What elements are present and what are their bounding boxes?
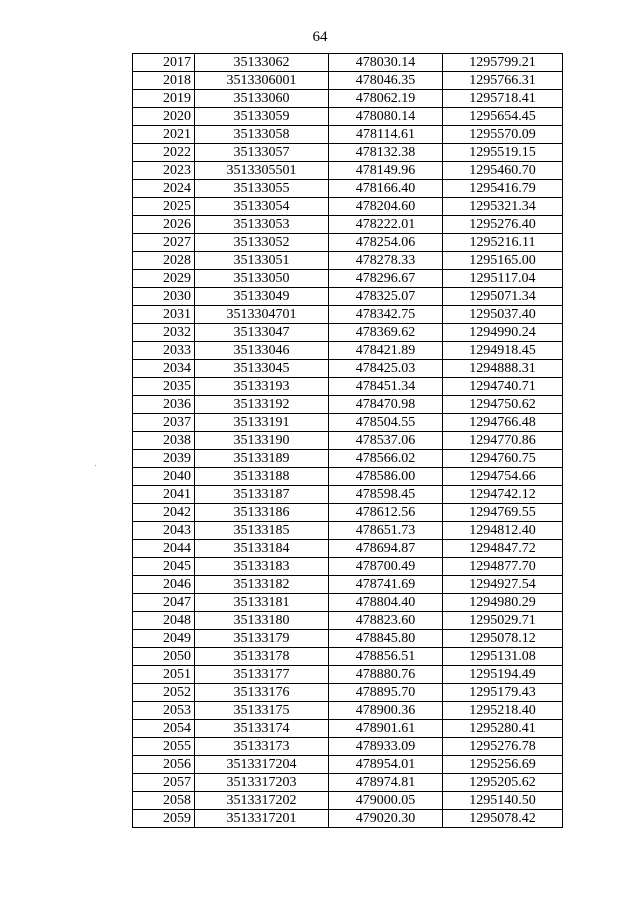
point-id-cell: 35133174: [195, 720, 329, 738]
row-number-cell: 2036: [133, 396, 195, 414]
table-row: [133, 702, 563, 720]
row-number-cell: 2044: [133, 540, 195, 558]
point-id-cell: 3513317203: [195, 774, 329, 792]
point-id-cell: 35133060: [195, 90, 329, 108]
y-coordinate-cell: 1294980.29: [443, 594, 563, 612]
row-number-cell: 2048: [133, 612, 195, 630]
x-coordinate-cell: 478586.00: [329, 468, 443, 486]
row-number-cell: 2032: [133, 324, 195, 342]
y-coordinate-cell: 1294740.71: [443, 378, 563, 396]
y-coordinate-cell: 1294918.45: [443, 342, 563, 360]
table-row: [133, 234, 563, 252]
y-coordinate-cell: 1294754.66: [443, 468, 563, 486]
y-coordinate-cell: 1295117.04: [443, 270, 563, 288]
point-id-cell: 35133053: [195, 216, 329, 234]
x-coordinate-cell: 478342.75: [329, 306, 443, 324]
y-coordinate-cell: 1295218.40: [443, 702, 563, 720]
row-number-cell: 2045: [133, 558, 195, 576]
table-row: [133, 180, 563, 198]
table-row: [133, 576, 563, 594]
table-row: [133, 162, 563, 180]
y-coordinate-cell: 1295321.34: [443, 198, 563, 216]
table-row: [133, 216, 563, 234]
x-coordinate-cell: 478114.61: [329, 126, 443, 144]
x-coordinate-cell: 478204.60: [329, 198, 443, 216]
x-coordinate-cell: 478741.69: [329, 576, 443, 594]
table-row: [133, 342, 563, 360]
row-number-cell: 2021: [133, 126, 195, 144]
point-id-cell: 35133062: [195, 54, 329, 72]
point-id-cell: 3513317204: [195, 756, 329, 774]
row-number-cell: 2035: [133, 378, 195, 396]
x-coordinate-cell: 478166.40: [329, 180, 443, 198]
point-id-cell: 35133179: [195, 630, 329, 648]
table-row: [133, 810, 563, 828]
table-row: [133, 720, 563, 738]
row-number-cell: 2052: [133, 684, 195, 702]
row-number-cell: 2022: [133, 144, 195, 162]
y-coordinate-cell: 1295179.43: [443, 684, 563, 702]
point-id-cell: 35133055: [195, 180, 329, 198]
x-coordinate-cell: 478421.89: [329, 342, 443, 360]
point-id-cell: 35133051: [195, 252, 329, 270]
y-coordinate-cell: 1295216.11: [443, 234, 563, 252]
row-number-cell: 2038: [133, 432, 195, 450]
table-row: [133, 594, 563, 612]
x-coordinate-cell: 478974.81: [329, 774, 443, 792]
y-coordinate-cell: 1295519.15: [443, 144, 563, 162]
table-row: [133, 558, 563, 576]
table-row: [133, 522, 563, 540]
row-number-cell: 2024: [133, 180, 195, 198]
row-number-cell: 2018: [133, 72, 195, 90]
point-id-cell: 35133182: [195, 576, 329, 594]
point-id-cell: 35133047: [195, 324, 329, 342]
x-coordinate-cell: 478694.87: [329, 540, 443, 558]
x-coordinate-cell: 478651.73: [329, 522, 443, 540]
table-row: [133, 630, 563, 648]
row-number-cell: 2042: [133, 504, 195, 522]
table-row: [133, 378, 563, 396]
row-number-cell: 2047: [133, 594, 195, 612]
y-coordinate-cell: 1294769.55: [443, 504, 563, 522]
margin-speck: [95, 465, 96, 466]
row-number-cell: 2055: [133, 738, 195, 756]
y-coordinate-cell: 1294888.31: [443, 360, 563, 378]
row-number-cell: 2033: [133, 342, 195, 360]
point-id-cell: 35133045: [195, 360, 329, 378]
page-number: 64: [312, 29, 328, 45]
x-coordinate-cell: 478900.36: [329, 702, 443, 720]
y-coordinate-cell: 1294847.72: [443, 540, 563, 558]
y-coordinate-cell: 1295570.09: [443, 126, 563, 144]
y-coordinate-cell: 1295131.08: [443, 648, 563, 666]
table-row: [133, 270, 563, 288]
point-id-cell: 3513306001: [195, 72, 329, 90]
y-coordinate-cell: 1294760.75: [443, 450, 563, 468]
x-coordinate-cell: 478823.60: [329, 612, 443, 630]
point-id-cell: 35133059: [195, 108, 329, 126]
table-row: [133, 486, 563, 504]
x-coordinate-cell: 478880.76: [329, 666, 443, 684]
row-number-cell: 2037: [133, 414, 195, 432]
x-coordinate-cell: 478278.33: [329, 252, 443, 270]
row-number-cell: 2057: [133, 774, 195, 792]
y-coordinate-cell: 1295205.62: [443, 774, 563, 792]
point-id-cell: 35133054: [195, 198, 329, 216]
point-id-cell: 35133184: [195, 540, 329, 558]
point-id-cell: 35133187: [195, 486, 329, 504]
table-row: [133, 468, 563, 486]
point-id-cell: 35133193: [195, 378, 329, 396]
y-coordinate-cell: 1294812.40: [443, 522, 563, 540]
point-id-cell: 3513317202: [195, 792, 329, 810]
table-row: [133, 72, 563, 90]
point-id-cell: 35133190: [195, 432, 329, 450]
row-number-cell: 2031: [133, 306, 195, 324]
x-coordinate-cell: 478030.14: [329, 54, 443, 72]
x-coordinate-cell: 478470.98: [329, 396, 443, 414]
y-coordinate-cell: 1294877.70: [443, 558, 563, 576]
table-row: [133, 792, 563, 810]
x-coordinate-cell: 478046.35: [329, 72, 443, 90]
coordinates-table: [132, 53, 563, 828]
table-row: [133, 90, 563, 108]
table-row: [133, 612, 563, 630]
point-id-cell: 35133188: [195, 468, 329, 486]
x-coordinate-cell: 478451.34: [329, 378, 443, 396]
point-id-cell: 35133191: [195, 414, 329, 432]
y-coordinate-cell: 1294750.62: [443, 396, 563, 414]
x-coordinate-cell: 478845.80: [329, 630, 443, 648]
row-number-cell: 2028: [133, 252, 195, 270]
y-coordinate-cell: 1295280.41: [443, 720, 563, 738]
x-coordinate-cell: 478254.06: [329, 234, 443, 252]
table-row: [133, 288, 563, 306]
row-number-cell: 2034: [133, 360, 195, 378]
point-id-cell: 35133180: [195, 612, 329, 630]
x-coordinate-cell: 478901.61: [329, 720, 443, 738]
row-number-cell: 2059: [133, 810, 195, 828]
x-coordinate-cell: 478222.01: [329, 216, 443, 234]
row-number-cell: 2023: [133, 162, 195, 180]
x-coordinate-cell: 478325.07: [329, 288, 443, 306]
table-row: [133, 666, 563, 684]
table-row: [133, 774, 563, 792]
row-number-cell: 2017: [133, 54, 195, 72]
table-row: [133, 360, 563, 378]
point-id-cell: 35133186: [195, 504, 329, 522]
x-coordinate-cell: 478566.02: [329, 450, 443, 468]
point-id-cell: 35133173: [195, 738, 329, 756]
row-number-cell: 2027: [133, 234, 195, 252]
x-coordinate-cell: 478369.62: [329, 324, 443, 342]
coordinates-table-body: [133, 54, 563, 828]
point-id-cell: 35133185: [195, 522, 329, 540]
point-id-cell: 35133177: [195, 666, 329, 684]
row-number-cell: 2030: [133, 288, 195, 306]
table-row: [133, 144, 563, 162]
row-number-cell: 2053: [133, 702, 195, 720]
point-id-cell: 35133046: [195, 342, 329, 360]
y-coordinate-cell: 1295037.40: [443, 306, 563, 324]
row-number-cell: 2043: [133, 522, 195, 540]
y-coordinate-cell: 1294990.24: [443, 324, 563, 342]
y-coordinate-cell: 1295165.00: [443, 252, 563, 270]
row-number-cell: 2049: [133, 630, 195, 648]
row-number-cell: 2040: [133, 468, 195, 486]
row-number-cell: 2039: [133, 450, 195, 468]
table-row: [133, 684, 563, 702]
point-id-cell: 35133049: [195, 288, 329, 306]
table-row: [133, 306, 563, 324]
x-coordinate-cell: 478504.55: [329, 414, 443, 432]
table-row: [133, 450, 563, 468]
table-row: [133, 540, 563, 558]
point-id-cell: 35133050: [195, 270, 329, 288]
x-coordinate-cell: 478425.03: [329, 360, 443, 378]
y-coordinate-cell: 1295766.31: [443, 72, 563, 90]
point-id-cell: 35133057: [195, 144, 329, 162]
x-coordinate-cell: 478062.19: [329, 90, 443, 108]
y-coordinate-cell: 1295460.70: [443, 162, 563, 180]
table-row: [133, 414, 563, 432]
point-id-cell: 35133052: [195, 234, 329, 252]
point-id-cell: 35133178: [195, 648, 329, 666]
x-coordinate-cell: 478612.56: [329, 504, 443, 522]
table-row: [133, 648, 563, 666]
point-id-cell: 3513305501: [195, 162, 329, 180]
row-number-cell: 2058: [133, 792, 195, 810]
table-row: [133, 432, 563, 450]
y-coordinate-cell: 1294766.48: [443, 414, 563, 432]
point-id-cell: 35133181: [195, 594, 329, 612]
table-row: [133, 252, 563, 270]
x-coordinate-cell: 478933.09: [329, 738, 443, 756]
table-row: [133, 126, 563, 144]
x-coordinate-cell: 478149.96: [329, 162, 443, 180]
y-coordinate-cell: 1295078.12: [443, 630, 563, 648]
y-coordinate-cell: 1295416.79: [443, 180, 563, 198]
table-row: [133, 108, 563, 126]
row-number-cell: 2025: [133, 198, 195, 216]
y-coordinate-cell: 1295078.42: [443, 810, 563, 828]
row-number-cell: 2051: [133, 666, 195, 684]
point-id-cell: 35133175: [195, 702, 329, 720]
point-id-cell: 3513317201: [195, 810, 329, 828]
x-coordinate-cell: 478598.45: [329, 486, 443, 504]
y-coordinate-cell: 1295071.34: [443, 288, 563, 306]
x-coordinate-cell: 478132.38: [329, 144, 443, 162]
table-row: [133, 396, 563, 414]
table-row: [133, 54, 563, 72]
table-row: [133, 756, 563, 774]
y-coordinate-cell: 1295799.21: [443, 54, 563, 72]
row-number-cell: 2046: [133, 576, 195, 594]
point-id-cell: 3513304701: [195, 306, 329, 324]
x-coordinate-cell: 478804.40: [329, 594, 443, 612]
y-coordinate-cell: 1294770.86: [443, 432, 563, 450]
y-coordinate-cell: 1295276.78: [443, 738, 563, 756]
x-coordinate-cell: 479020.30: [329, 810, 443, 828]
x-coordinate-cell: 478856.51: [329, 648, 443, 666]
x-coordinate-cell: 478537.06: [329, 432, 443, 450]
row-number-cell: 2020: [133, 108, 195, 126]
row-number-cell: 2050: [133, 648, 195, 666]
point-id-cell: 35133176: [195, 684, 329, 702]
x-coordinate-cell: 478895.70: [329, 684, 443, 702]
row-number-cell: 2029: [133, 270, 195, 288]
row-number-cell: 2026: [133, 216, 195, 234]
y-coordinate-cell: 1295276.40: [443, 216, 563, 234]
point-id-cell: 35133058: [195, 126, 329, 144]
table-row: [133, 198, 563, 216]
y-coordinate-cell: 1295029.71: [443, 612, 563, 630]
y-coordinate-cell: 1294742.12: [443, 486, 563, 504]
x-coordinate-cell: 478954.01: [329, 756, 443, 774]
y-coordinate-cell: 1295256.69: [443, 756, 563, 774]
y-coordinate-cell: 1295718.41: [443, 90, 563, 108]
table-row: [133, 738, 563, 756]
point-id-cell: 35133192: [195, 396, 329, 414]
x-coordinate-cell: 478080.14: [329, 108, 443, 126]
x-coordinate-cell: 478296.67: [329, 270, 443, 288]
x-coordinate-cell: 479000.05: [329, 792, 443, 810]
x-coordinate-cell: 478700.49: [329, 558, 443, 576]
y-coordinate-cell: 1295194.49: [443, 666, 563, 684]
table-row: [133, 324, 563, 342]
y-coordinate-cell: 1294927.54: [443, 576, 563, 594]
row-number-cell: 2056: [133, 756, 195, 774]
row-number-cell: 2054: [133, 720, 195, 738]
point-id-cell: 35133189: [195, 450, 329, 468]
point-id-cell: 35133183: [195, 558, 329, 576]
row-number-cell: 2019: [133, 90, 195, 108]
table-row: [133, 504, 563, 522]
y-coordinate-cell: 1295140.50: [443, 792, 563, 810]
y-coordinate-cell: 1295654.45: [443, 108, 563, 126]
row-number-cell: 2041: [133, 486, 195, 504]
